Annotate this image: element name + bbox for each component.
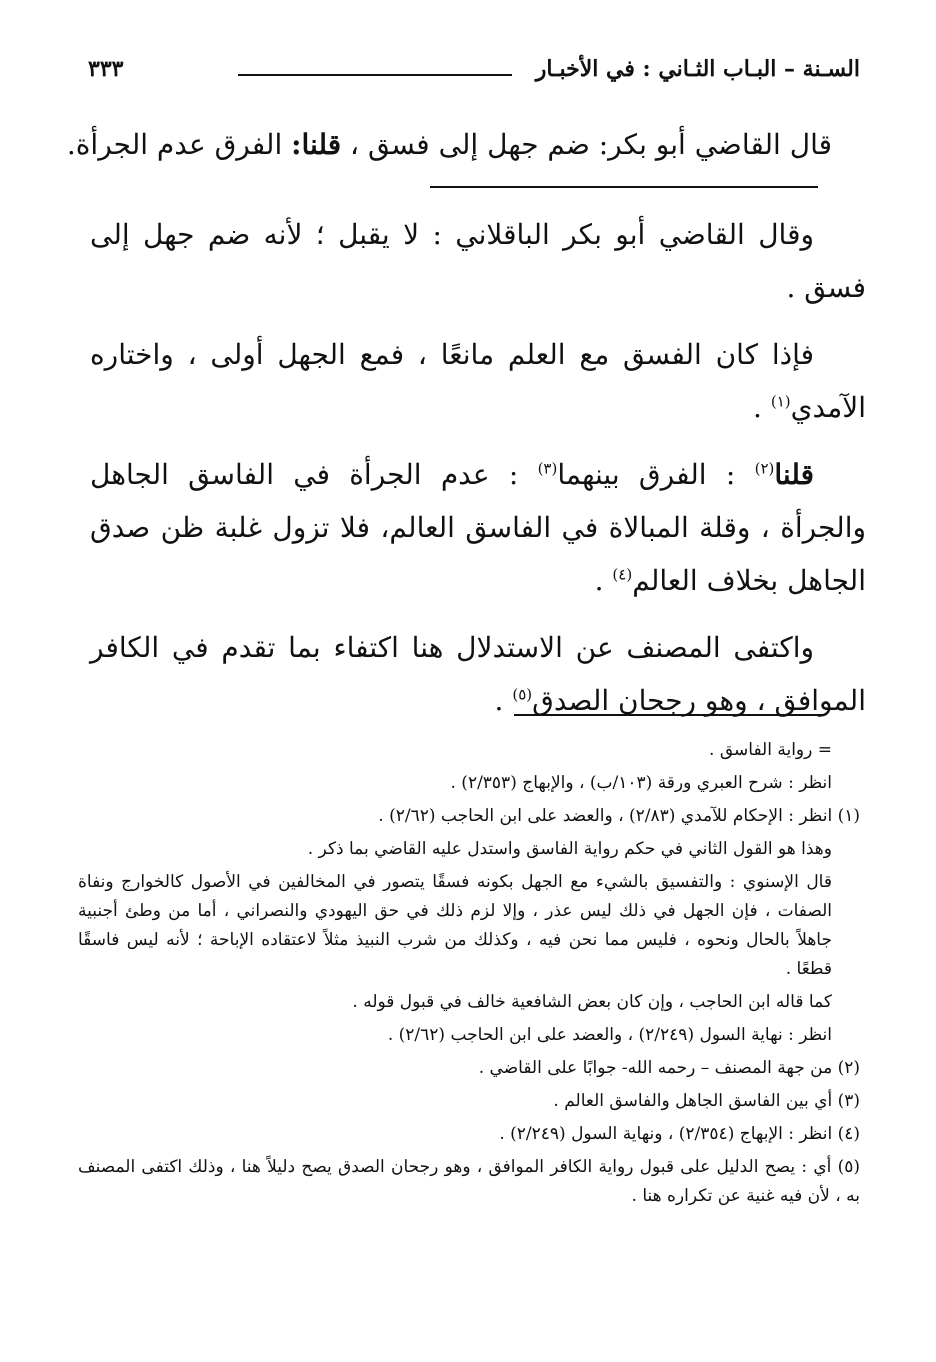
page-number: ٣٣٣ [88, 56, 124, 82]
p4-text: واكتفى المصنف عن الاستدلال هنا اكتفاء بما تقدم في الكافر الموافق ، وهو رجحان الصدق [90, 631, 866, 717]
footnote-3: (٣) أي بين الفاسق الجاهل والفاسق العالم . [553, 1091, 860, 1111]
footnote-1-para-2: وهذا هو القول الثاني في حكم رواية الفاسق واستدل عليه القاضي بما ذكر . [307, 839, 832, 859]
paragraph-4 [90, 621, 866, 727]
paragraph-2 [90, 328, 866, 434]
p4-end: . [494, 684, 513, 717]
footnote-ref-3[interactable]: (٣) [537, 459, 558, 478]
footnotes [78, 736, 860, 1215]
p2-text: فإذا كان الفسق مع العلم مانعًا ، فمع الجهل أولى ، واختاره الآمدي [90, 338, 866, 424]
p3-text2: : عدم الجرأة في الفاسق الجاهل والجرأة ، وقلة المبالاة في الفاسق العالم، فلا تزول غلبة ظن صدق الجاهل بخلاف العالم [90, 458, 866, 597]
header-title: السـنة – البـاب الثـاني : في الأخبـار [535, 56, 860, 82]
header-rule [238, 74, 512, 76]
paragraph-3 [90, 448, 866, 607]
commentary-body [90, 208, 866, 741]
footnote-2: (٢) من جهة المصنف – رحمه الله- جوابًا على القاضي . [478, 1058, 860, 1078]
p3-end: . [594, 564, 613, 597]
footnote-1-para-5: انظر : نهاية السول (٢/٢٤٩) ، والعضد على ابن الحاجب (٢/٦٢) . [387, 1025, 832, 1045]
footnote-ref-4[interactable]: (٤) [612, 565, 633, 584]
footnote-5: (٥) أي : يصح الدليل على قبول رواية الكافر الموافق ، وهو رجحان الصدق يصح دليلاً هنا ، وذلك اكتفى المصنف به ، لأن فيه غنية عن تكراره هنا . [78, 1157, 860, 1206]
footnote-continuation-2: انظر : شرح العبري ورقة (١٠٣/ب) ، والإبهاج (٢/٣٥٣) . [450, 773, 832, 793]
quote-bold: قلنا: [291, 128, 342, 161]
footnote-1-para-4: كما قاله ابن الحاجب ، وإن كان بعض الشافعية خالف في قبول قوله . [352, 992, 832, 1012]
paragraph-1: وقال القاضي أبو بكر الباقلاني : لا يقبل ؛ لأنه ضم جهل إلى فسق . [90, 218, 866, 304]
quote-text: قال القاضي أبو بكر: ضم جهل إلى فسق ، [341, 128, 832, 161]
footnote-continuation-1: = رواية الفاسق . [709, 740, 832, 760]
footnote-ref-1[interactable]: (١) [770, 392, 791, 411]
p3-text1: : الفرق بينهما [557, 458, 755, 491]
footnote-1-para-3: قال الإسنوي : والتفسيق بالشيء مع الجهل بكونه فسقًا يتصور في المخالفين في الأصول كالخوارج ونفاة الصفات ، فإن الجهل في ذلك ليس عذر ، وإلا لزم ذلك في حق اليهودي والنصراني ، أما من وطئ أجنبية جاهلاً بالحال ونحوه ، فليس مما نحن فيه ، وكذلك من شرب النبيذ مثلاً لاعتقاده الإباحة ؛ لأنه ليس فاسقًا قطعًا . [78, 872, 832, 979]
quoted-matn [66, 128, 832, 161]
quote-end: الفرق عدم الجرأة. [66, 128, 292, 161]
p2-end: . [753, 391, 771, 424]
footnote-1: (١) انظر : الإحكام للآمدي (٢/٨٣) ، والعضد على ابن الحاجب (٢/٦٢) . [378, 806, 860, 826]
footnote-separator [514, 714, 824, 716]
footnote-4: (٤) انظر : الإبهاج (٢/٣٥٤) ، ونهاية السول (٢/٢٤٩) . [499, 1124, 860, 1144]
footnote-ref-5[interactable]: (٥) [512, 685, 533, 704]
quote-underline [430, 186, 818, 188]
p3-bold: قلنا [774, 458, 814, 491]
running-header [88, 52, 860, 92]
footnote-ref-2[interactable]: (٢) [754, 459, 775, 478]
